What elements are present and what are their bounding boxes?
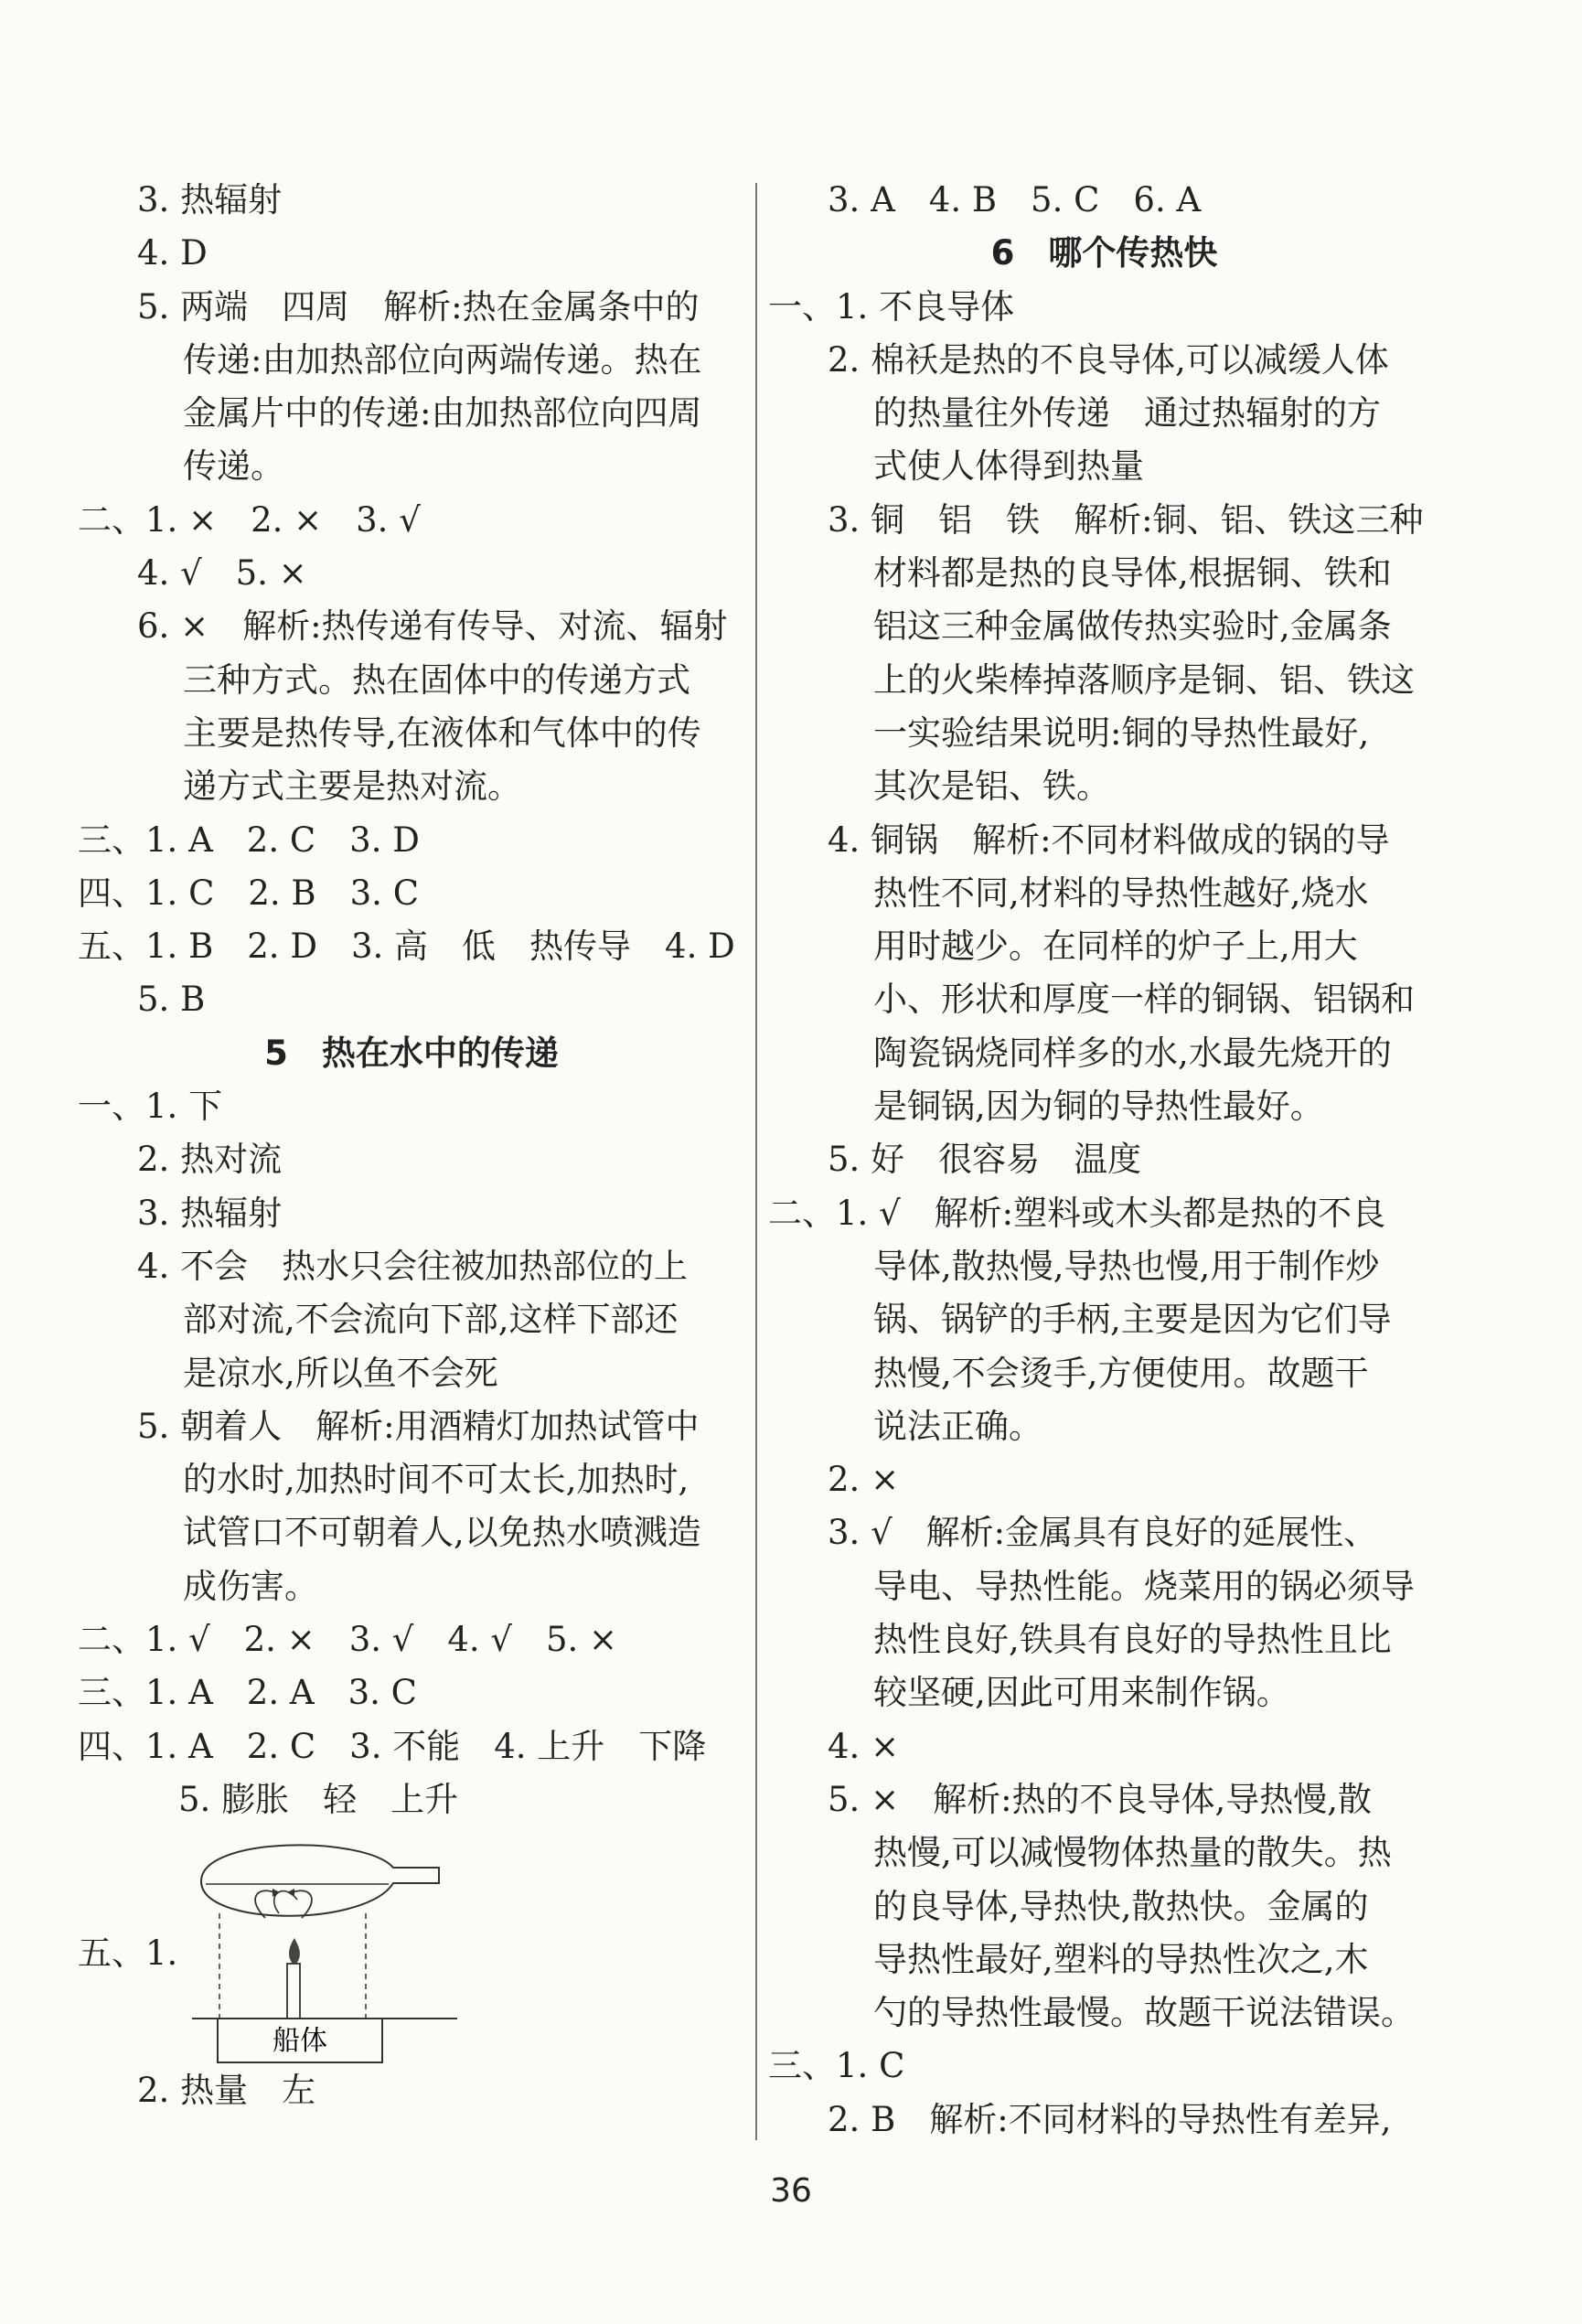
- diagram-question-label: 五、1.: [78, 1933, 178, 1974]
- answer-line: 的良导体,导热快,散热快。金属的: [873, 1886, 1369, 1926]
- answer-line: 的水时,加热时间不可太长,加热时,: [183, 1460, 689, 1500]
- left-answers-block-2: [78, 1080, 745, 1826]
- answer-line: 其次是铝、铁。: [873, 766, 1110, 807]
- answer-line: 4. D: [137, 233, 208, 273]
- right-answers-block-2: [768, 281, 1440, 2147]
- answer-line: 三、1. C: [768, 2046, 905, 2086]
- section-title-6: 6 哪个传热快: [990, 233, 1218, 273]
- answer-line: 小、形状和厚度一样的铜锅、铝锅和: [873, 980, 1415, 1020]
- answer-line: 4. 不会 热水只会往被加热部位的上: [137, 1246, 689, 1286]
- answer-line: 三、1. A 2. C 3. D: [78, 819, 420, 860]
- diagram-row: [78, 1826, 745, 2064]
- answer-line: 主要是热传导,在液体和气体中的传: [183, 712, 701, 753]
- answer-line: 4. ×: [828, 1726, 900, 1766]
- answer-line: 铝这三种金属做传热实验时,金属条: [873, 606, 1392, 647]
- answer-line: 是铜锅,因为铜的导热性最好。: [873, 1087, 1324, 1127]
- answer-line: 试管口不可朝着人,以免热水喷溅造: [183, 1513, 701, 1553]
- answer-line: 递方式主要是热对流。: [183, 766, 521, 807]
- answer-line: 热性不同,材料的导热性越好,烧水: [873, 873, 1369, 913]
- answer-line: 5. 膨胀 轻 上升: [178, 1779, 459, 1819]
- answer-line: 五、1. B 2. D 3. 高 低 热传导 4. D: [78, 926, 735, 967]
- answer-line: 成伤害。: [183, 1566, 318, 1606]
- answer-line: 导热性最好,塑料的导热性次之,木: [873, 1939, 1369, 1979]
- answer-line: 勺的导热性最慢。故题干说法错误。: [873, 1993, 1415, 2033]
- page-number: 36: [770, 2172, 812, 2210]
- answer-line: 部对流,不会流向下部,这样下部还: [183, 1300, 679, 1340]
- answer-line: 6. × 解析:热传递有传导、对流、辐射: [137, 606, 728, 647]
- answer-line: 用时越少。在同样的炉子上,用大: [873, 926, 1358, 967]
- answer-line: 材料都是热的良导体,根据铜、铁和: [873, 553, 1392, 594]
- answer-line: 3. 热辐射: [137, 180, 283, 220]
- right-answers-block-1: [768, 174, 1440, 227]
- answer-line: 4. 铜锅 解析:不同材料做成的锅的导: [828, 819, 1390, 860]
- answer-line: 陶瓷锅烧同样多的水,水最先烧开的: [873, 1033, 1392, 1073]
- answer-line: 锅、锅铲的手柄,主要是因为它们导: [873, 1300, 1392, 1340]
- answer-line: 2. B 解析:不同材料的导热性有差异,: [828, 2099, 1392, 2139]
- answer-line: 上的火柴棒掉落顺序是铜、铝、铁这: [873, 659, 1415, 700]
- answer-line: 导体,散热慢,导热也慢,用于制作炒: [873, 1246, 1380, 1286]
- answer-line: 5. 朝着人 解析:用酒精灯加热试管中: [137, 1406, 700, 1446]
- left-column: [78, 174, 745, 2118]
- section-title-5: 5 热在水中的传递: [264, 1033, 559, 1073]
- answer-line: 传递。: [183, 446, 284, 487]
- answer-line: 2. 热量 左: [137, 2071, 316, 2111]
- answer-line: 说法正确。: [873, 1406, 1042, 1446]
- answer-line: 热慢,不会烫手,方便使用。故题干: [873, 1353, 1369, 1393]
- answer-line: 式使人体得到热量: [873, 446, 1144, 487]
- answer-line: 导电、导热性能。烧菜用的锅必须导: [873, 1566, 1415, 1606]
- answer-line: 传递:由加热部位向两端传递。热在: [183, 339, 702, 380]
- answer-line: 4. √ 5. ×: [137, 553, 307, 594]
- answer-line: 2. ×: [828, 1460, 900, 1500]
- answer-line: 一实验结果说明:铜的导热性最好,: [873, 712, 1370, 753]
- answer-line: 2. 棉袄是热的不良导体,可以减缓人体: [828, 339, 1389, 380]
- right-column: [768, 174, 1440, 2147]
- answer-line: 2. 热对流: [137, 1140, 283, 1180]
- answer-line: 一、1. 不良导体: [768, 286, 1015, 327]
- answer-line: 5. × 解析:热的不良导体,导热慢,散: [828, 1779, 1373, 1819]
- convection-diagram: [183, 1826, 457, 2064]
- left-answers-block-1: [78, 174, 745, 1027]
- answer-line: 四、1. C 2. B 3. C: [78, 873, 419, 913]
- answer-line: 的热量往外传递 通过热辐射的方: [873, 393, 1381, 434]
- answer-line: 二、1. × 2. × 3. √: [78, 499, 421, 540]
- answer-line: 一、1. 下: [78, 1087, 223, 1127]
- answer-line: 5. 两端 四周 解析:热在金属条中的: [137, 286, 700, 327]
- answer-line: 二、1. √ 2. × 3. √ 4. √ 5. ×: [78, 1620, 618, 1660]
- answer-line: 三种方式。热在固体中的传递方式: [183, 659, 690, 700]
- answer-line: 四、1. A 2. C 3. 不能 4. 上升 下降: [78, 1726, 707, 1766]
- answer-line: 金属片中的传递:由加热部位向四周: [183, 393, 702, 434]
- answer-line: 3. 铜 铝 铁 解析:铜、铝、铁这三种: [828, 499, 1424, 540]
- answer-line: 5. B: [137, 980, 206, 1020]
- answer-line: 是凉水,所以鱼不会死: [183, 1353, 498, 1393]
- answer-line: 热性良好,铁具有良好的导热性且比: [873, 1620, 1392, 1660]
- answer-line: 三、1. A 2. A 3. C: [78, 1673, 417, 1713]
- answer-line: 热慢,可以减慢物体热量的散失。热: [873, 1833, 1392, 1873]
- answer-line: 3. √ 解析:金属具有良好的延展性、: [828, 1513, 1378, 1553]
- answer-line: 较坚硬,因此可用来制作锅。: [873, 1673, 1290, 1713]
- answer-line: 二、1. √ 解析:塑料或木头都是热的不良: [768, 1193, 1386, 1233]
- left-answers-block-3: [78, 2064, 745, 2117]
- column-divider: [755, 183, 757, 2140]
- diagram-box-text: 船体: [273, 2025, 327, 2058]
- answer-line: 5. 好 很容易 温度: [828, 1140, 1142, 1180]
- answer-line: 3. A 4. B 5. C 6. A: [828, 180, 1202, 220]
- answer-line: 3. 热辐射: [137, 1193, 283, 1233]
